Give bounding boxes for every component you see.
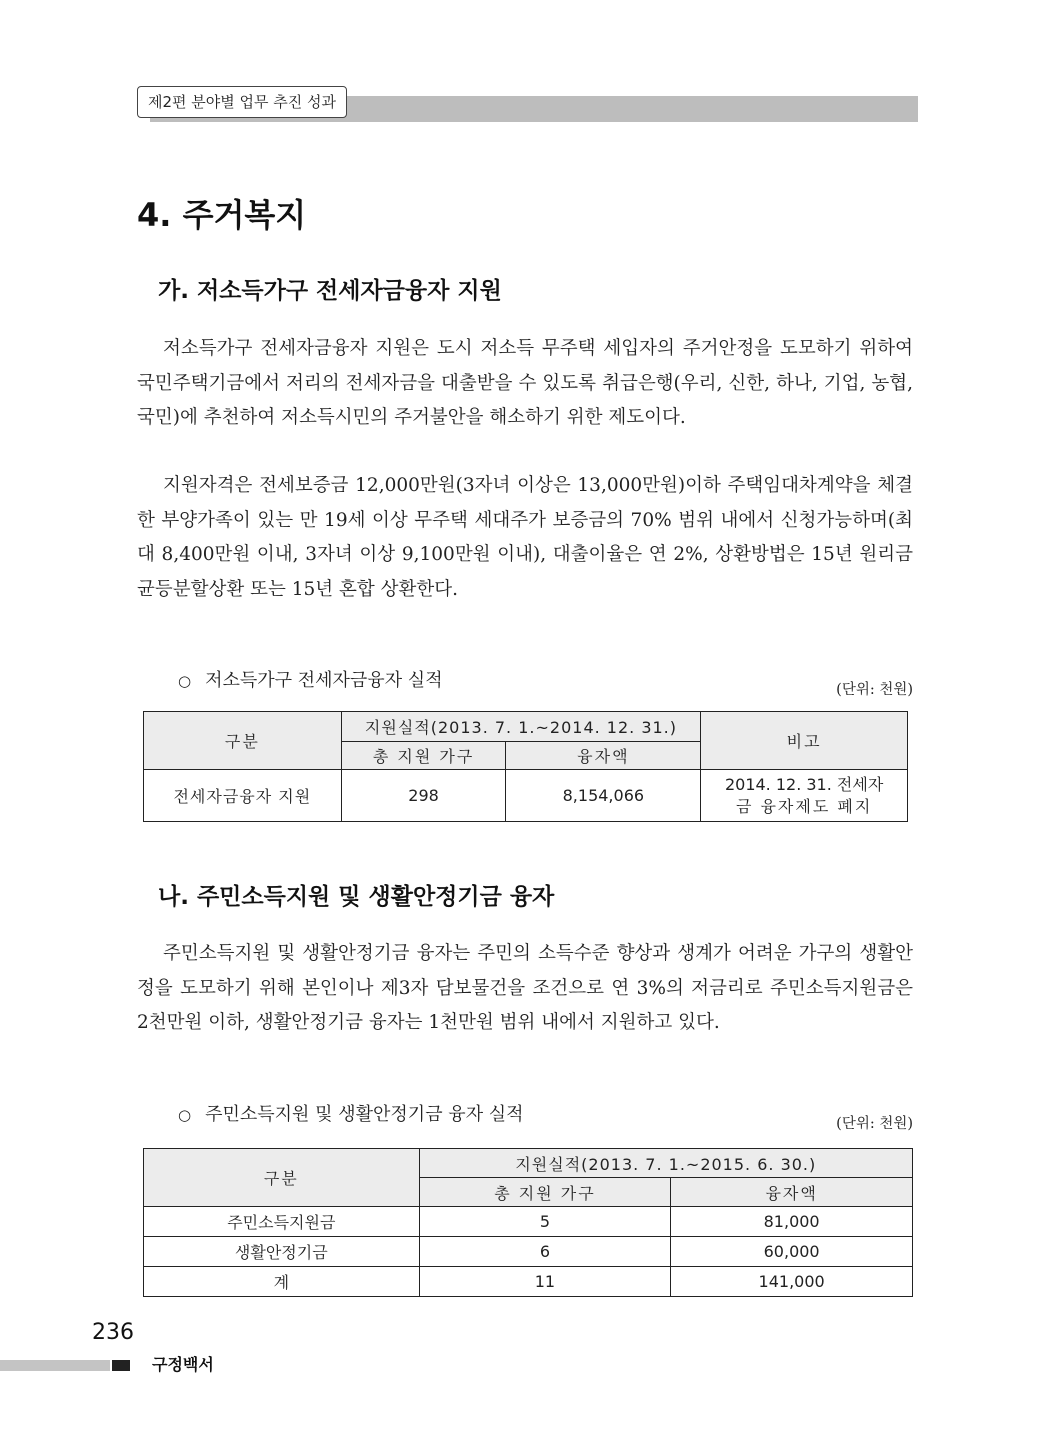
header-period: 지원실적(2013. 7. 1.~2015. 6. 30.) <box>419 1149 912 1178</box>
table-row-total <box>144 1267 913 1297</box>
caption-text: 저소득가구 전세자금융자 실적 <box>205 670 443 691</box>
section-b-title: 나. 주민소득지원 및 생활안정기금 융자 <box>158 884 555 910</box>
section-a-paragraph-1: 저소득가구 전세자금융자 지원은 도시 저소득 무주택 세입자의 주거안정을 도모하기 위하여 국민주택기금에서 저리의 전세자금을 대출받을 수 있도록 취급은행(우리, 신한, 하나, 기업, 농협, 국민)에 추천하여 저소득시민의 주거불안을 해소하기 위한 제도이다. <box>137 338 913 428</box>
cell-households: 6 <box>419 1237 671 1267</box>
circle-bullet-icon: ○ <box>178 1106 192 1124</box>
cell-amount: 60,000 <box>671 1237 913 1267</box>
table-row <box>144 1237 913 1267</box>
remarks-line-1: 2014. 12. 31. 전세자 <box>724 774 884 794</box>
remarks-line-2: 금 융자제도 폐지 <box>735 796 873 816</box>
cell-category: 전세자금융자 지원 <box>144 770 342 822</box>
section-b-unit: (단위: 천원) <box>836 1116 913 1132</box>
header-households: 총 지원 가구 <box>341 742 506 770</box>
cell-amount: 81,000 <box>671 1207 913 1237</box>
section-b-paragraph-1: 주민소득지원 및 생활안정기금 융자는 주민의 소득수준 향상과 생계가 어려운 가구의 생활안정을 도모하기 위해 본인이나 제3자 담보물건을 조건으로 연 3%의 저금리로 주민소득지원금은 2천만원 이하, 생활안정기금 융자는 1천만원 범위 내에서 지원하고 있다. <box>137 943 913 1033</box>
page-number: 236 <box>92 1320 134 1345</box>
header-remarks: 비고 <box>701 712 908 770</box>
section-a-title: 가. 저소득가구 전세자금융자 지원 <box>158 278 502 304</box>
table-row <box>144 1207 913 1237</box>
section-a-table <box>143 711 908 822</box>
section-b-table <box>143 1148 913 1297</box>
cell-category: 주민소득지원금 <box>144 1207 420 1237</box>
cell-category: 계 <box>144 1267 420 1297</box>
header-amount: 융자액 <box>671 1178 913 1207</box>
header-category: 구분 <box>144 1149 420 1207</box>
cell-households: 11 <box>419 1267 671 1297</box>
cell-amount: 8,154,066 <box>506 770 701 822</box>
cell-amount: 141,000 <box>671 1267 913 1297</box>
section-a-table-caption <box>178 666 443 692</box>
table-row <box>144 770 908 822</box>
cell-households: 5 <box>419 1207 671 1237</box>
caption-text: 주민소득지원 및 생활안정기금 융자 실적 <box>205 1104 524 1125</box>
cell-category: 생활안정기금 <box>144 1237 420 1267</box>
cell-remarks <box>701 770 908 822</box>
header-amount: 융자액 <box>506 742 701 770</box>
footer-square-icon <box>112 1360 130 1371</box>
cell-households: 298 <box>341 770 506 822</box>
header-households: 총 지원 가구 <box>419 1178 671 1207</box>
header-period: 지원실적(2013. 7. 1.~2014. 12. 31.) <box>341 712 701 742</box>
header-section-tab: 제2편 분야별 업무 추진 성과 <box>137 86 347 118</box>
circle-bullet-icon: ○ <box>178 672 192 690</box>
header-category: 구분 <box>144 712 342 770</box>
chapter-title: 4. 주거복지 <box>137 196 307 234</box>
section-a-paragraph-2: 지원자격은 전세보증금 12,000만원(3자녀 이상은 13,000만원)이하 주택임대차계약을 체결한 부양가족이 있는 만 19세 이상 무주택 세대주가 보증금의 70% 범위 내에서 신청가능하며(최대 8,400만원 이내, 3자녀 이상 9,100만원 이내), 대출이율은 연 2%, 상환방법은 15년 원리금균등분할상환 또는 15년 혼합 상환한다. <box>137 475 913 600</box>
footer-bar <box>0 1360 110 1371</box>
section-a-unit: (단위: 천원) <box>836 682 913 698</box>
book-title: 구정백서 <box>152 1355 214 1374</box>
section-b-table-caption <box>178 1100 524 1126</box>
